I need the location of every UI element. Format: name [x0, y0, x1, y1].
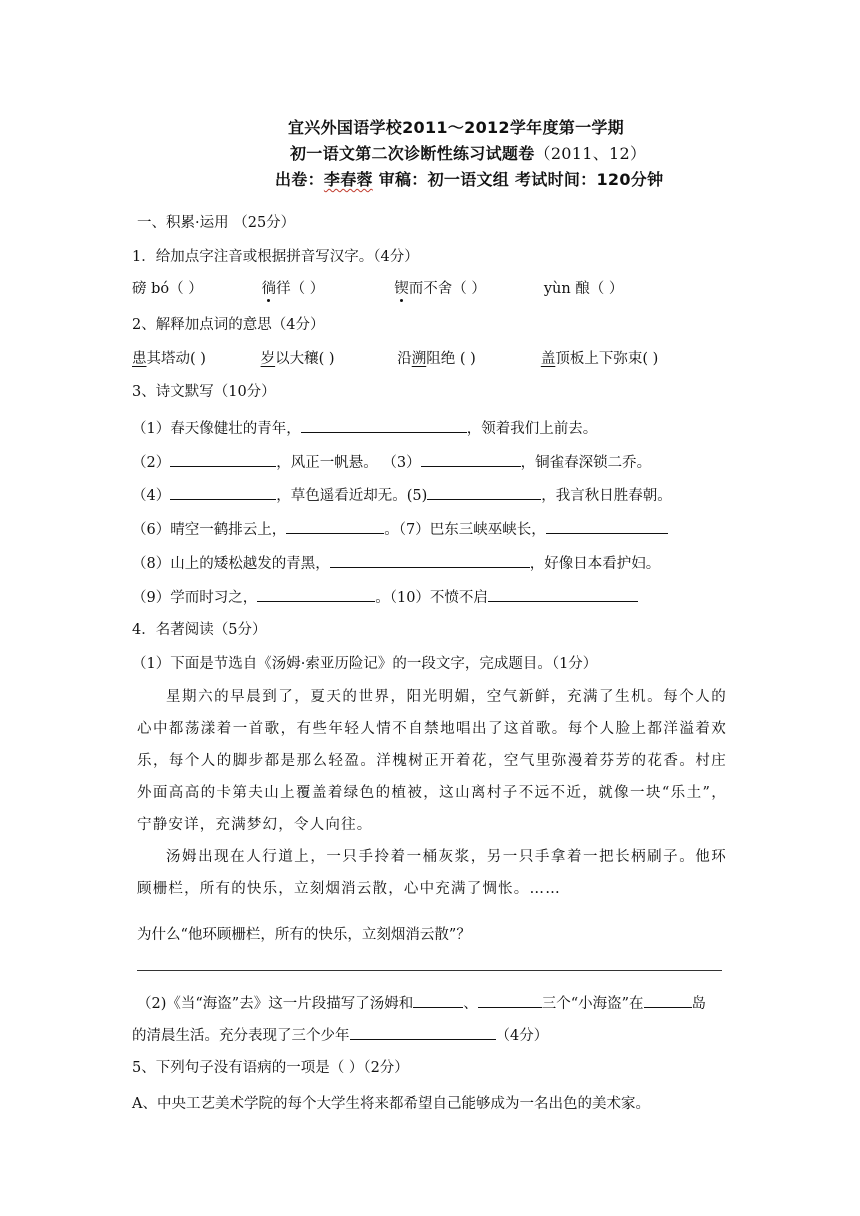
answer-blank[interactable]: [427, 484, 541, 500]
setter-name: 李春蓉: [323, 170, 373, 189]
q1-item-4: yùn 酿（ ）: [543, 281, 624, 297]
exam-duration: 考试时间：120分钟: [509, 170, 664, 189]
exam-date: （2011、12）: [534, 144, 647, 163]
q3-line-5: （8）山上的矮松越发的青黑， ，好像日本看护妇。: [132, 552, 660, 574]
answer-blank[interactable]: [301, 417, 467, 433]
q1-item-3: 锲而不舍（ ）: [394, 281, 486, 297]
question-3-prompt: 3、诗文默写（10分）: [132, 384, 276, 400]
question-1-items: [132, 279, 623, 299]
q1-item-1: 磅 bó（ ）: [132, 281, 203, 297]
q4-sub-2-line2: 的清晨生活。充分表现了三个少年 （4分）: [132, 1024, 548, 1046]
answer-blank[interactable]: [350, 1024, 496, 1040]
question-5-prompt: 5、下列句子没有语病的一项是（ ）（2分）: [132, 1060, 409, 1076]
answer-blank[interactable]: [478, 992, 542, 1008]
question-2-prompt: 2、解释加点词的意思（4分）: [132, 317, 325, 333]
exam-title-line1: 宜兴外国语学校2011～2012学年度第一学期: [288, 118, 624, 137]
answer-blank[interactable]: [170, 484, 276, 500]
passage-paragraph-2: 汤姆出现在人行道上，一只手拎着一桶灰浆，另一只手拿着一把长柄刷子。他环顾栅栏，所有的快乐，立刻烟消云散，心中充满了惆怅。……: [137, 849, 727, 897]
q2-item-4: 盖顶板上下弥束( ): [540, 351, 659, 367]
question-1-prompt: 1．给加点字注音或根据拼音写汉字。（4分）: [132, 249, 419, 265]
q3-line-1: （1）春天像健壮的青年， ，领着我们上前去。: [132, 417, 597, 439]
section-title: 一、积累·运用 （25分）: [137, 215, 296, 231]
q4-question: 为什么“他环顾栅栏，所有的快乐，立刻烟消云散”？: [137, 927, 471, 943]
q2-item-2: 岁以大穰( ): [260, 351, 335, 367]
q3-line-2: （2） ，风正一帆悬。 （3） ，铜雀春深锁二乔。: [132, 451, 651, 473]
q5-option-a: A、中央工艺美术学院的每个大学生将来都希望自己能够成为一名出色的美术家。: [132, 1096, 650, 1112]
answer-blank[interactable]: [286, 518, 384, 534]
exam-title-line2: [290, 143, 646, 165]
q4-reading-passage: [137, 681, 727, 905]
answer-blank[interactable]: [488, 586, 638, 602]
question-2-items: [132, 349, 658, 369]
q3-line-3: （4） ，草色遥看近却无。(5) ，我言秋日胜春朝。: [132, 484, 672, 506]
q3-line-4: （6）晴空一鹤排云上， 。（7）巴东三峡巫峡长，: [132, 518, 668, 540]
reviewer-name: 初一语文组: [427, 170, 510, 189]
q2-item-3: 沿溯阻绝 ( ): [397, 351, 476, 367]
question-4-prompt: 4．名著阅读（5分）: [132, 622, 267, 638]
exam-subject-title: 初一语文第二次诊断性练习试题卷: [290, 144, 535, 163]
answer-blank[interactable]: [170, 451, 276, 467]
passage-paragraph-1: 星期六的早晨到了，夏天的世界，阳光明媚，空气新鲜，充满了生机。每个人的心中都荡漾着一首歌，有些年轻人情不自禁地唱出了这首歌。每个人脸上都洋溢着欢乐，每个人的脚步都是那么轻盈。洋槐树正开着花，空气里弥漫着芬芳的花香。村庄外面高高的卡第夫山上覆盖着绿色的植被，这山离村子不远不近，就像一块“乐土”，宁静安详，充满梦幻，令人向往。: [137, 689, 727, 833]
q2-item-1: 患其塔动( ): [132, 351, 206, 367]
q3-line-6: （9）学而时习之， 。（10）不愤不启: [132, 586, 638, 608]
answer-blank[interactable]: [330, 552, 530, 568]
q1-item-2: 徜徉（ ）: [261, 281, 325, 297]
answer-blank[interactable]: [421, 451, 521, 467]
answer-blank[interactable]: [644, 992, 692, 1008]
answer-blank[interactable]: [413, 992, 463, 1008]
exam-credits-line: [275, 169, 663, 191]
q4-sub-2-line1: （2)《当“海盗”去》这一片段描写了汤姆和 、 三个“小海盗”在 岛: [137, 992, 706, 1014]
answer-blank[interactable]: [546, 518, 668, 534]
reviewer-label: 审稿：: [372, 170, 428, 189]
q4-sub-1-prompt: （1）下面是节选自《汤姆·索亚历险记》的一段文字，完成题目。（1分）: [132, 656, 598, 672]
answer-blank[interactable]: [257, 586, 375, 602]
setter-label: 出卷：: [275, 170, 324, 189]
answer-line[interactable]: [137, 970, 722, 971]
